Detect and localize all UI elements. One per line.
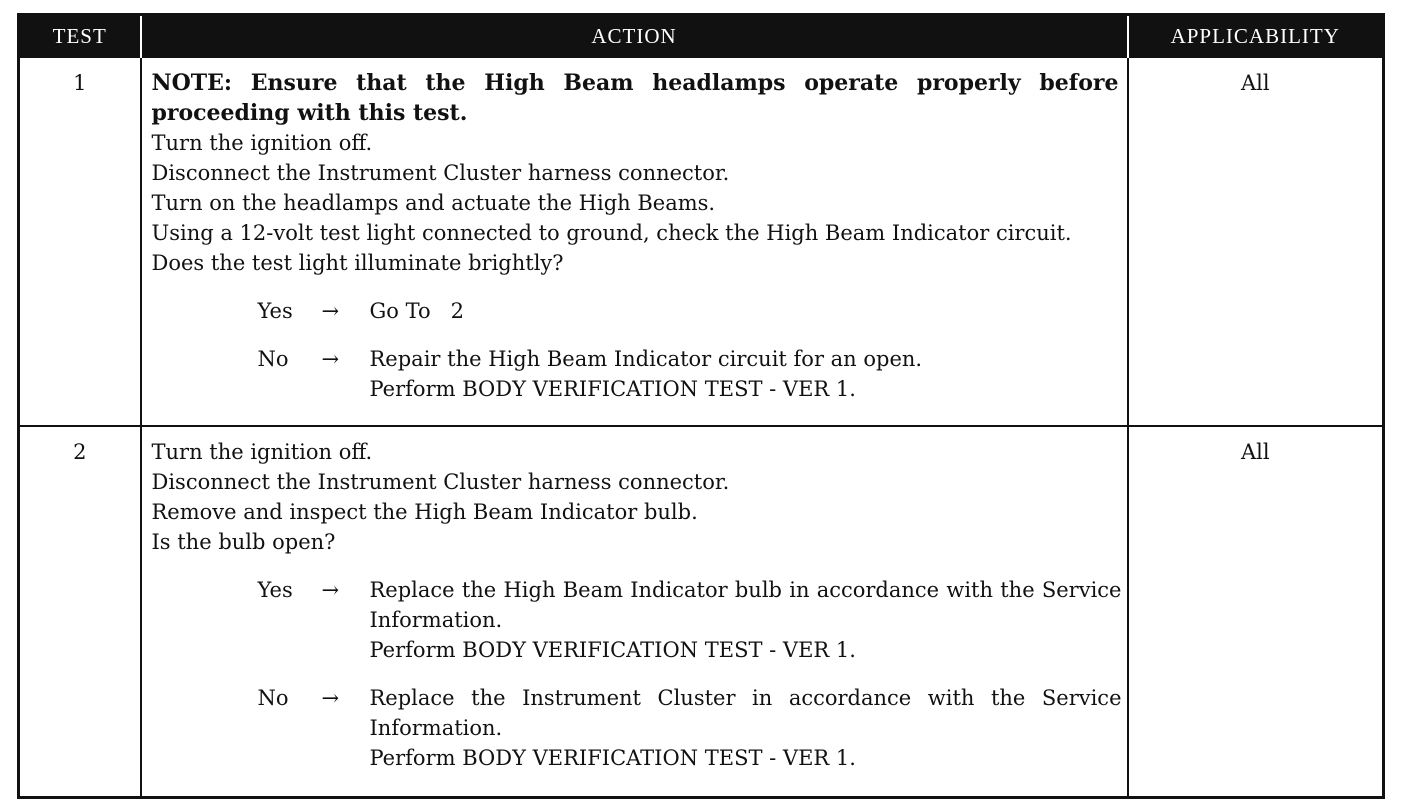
header-applicability: APPLICABILITY bbox=[1128, 15, 1384, 58]
outcome-no bbox=[257, 683, 1122, 773]
arrow-right-icon: → bbox=[321, 578, 340, 602]
outcome-verification: Perform BODY VERIFICATION TEST - VER 1. bbox=[369, 638, 856, 662]
outcome-verification: Perform BODY VERIFICATION TEST - VER 1. bbox=[369, 377, 856, 401]
outcome-result-block bbox=[370, 575, 1122, 665]
outcome-label: No bbox=[257, 686, 289, 710]
table-body bbox=[19, 57, 1384, 798]
arrow-right-icon: → bbox=[321, 299, 340, 323]
outcome-verification: Perform BODY VERIFICATION TEST - VER 1. bbox=[369, 746, 856, 770]
outcome-yes bbox=[257, 575, 1122, 665]
outcome-result-block bbox=[370, 683, 1122, 773]
action-step: Turn on the headlamps and actuate the High Beams. bbox=[151, 191, 716, 215]
action-step: Turn the ignition off. bbox=[151, 440, 373, 464]
table-header bbox=[19, 15, 1384, 58]
outcome-result: Replace the Instrument Cluster in accordance with the Service Information. bbox=[369, 686, 1122, 740]
action-cell bbox=[141, 426, 1128, 798]
action-step: Disconnect the Instrument Cluster harness connector. bbox=[151, 161, 730, 185]
outcome-label: Yes bbox=[257, 299, 293, 323]
header-action: ACTION bbox=[141, 15, 1128, 58]
outcome-result: Go To 2 bbox=[369, 299, 464, 323]
outcome-label: No bbox=[257, 347, 289, 371]
header-test: TEST bbox=[19, 15, 141, 58]
note-text: NOTE: Ensure that the High Beam headlamps operate properly before proceeding with this test. bbox=[151, 70, 1119, 126]
test-number: 1 bbox=[19, 57, 141, 426]
outcome-no bbox=[258, 344, 1119, 404]
applicability-value: All bbox=[1128, 57, 1384, 426]
action-step: Does the test light illuminate brightly? bbox=[151, 251, 564, 275]
diagnostic-test-table bbox=[17, 13, 1385, 799]
action-step: Is the bulb open? bbox=[151, 530, 336, 554]
header-row bbox=[19, 15, 1384, 58]
outcome-result: Replace the High Beam Indicator bulb in accordance with the Service Information. bbox=[369, 578, 1122, 632]
table-row bbox=[19, 426, 1384, 798]
action-step: Turn the ignition off. bbox=[151, 131, 373, 155]
arrow-right-icon: → bbox=[321, 347, 340, 371]
outcome-result: Repair the High Beam Indicator circuit for an open. bbox=[369, 347, 923, 371]
table-row bbox=[19, 57, 1384, 426]
outcome-result-block bbox=[370, 344, 1122, 404]
action-step: Using a 12-volt test light connected to ground, check the High Beam Indicator circuit. bbox=[151, 221, 1072, 245]
applicability-value: All bbox=[1128, 426, 1384, 798]
outcome-label: Yes bbox=[257, 578, 293, 602]
test-number: 2 bbox=[19, 426, 141, 798]
action-cell bbox=[141, 57, 1128, 426]
action-step: Disconnect the Instrument Cluster harness connector. bbox=[151, 470, 730, 494]
action-step: Remove and inspect the High Beam Indicator bulb. bbox=[151, 500, 698, 524]
arrow-right-icon: → bbox=[321, 686, 340, 710]
outcome-yes bbox=[258, 296, 1119, 326]
